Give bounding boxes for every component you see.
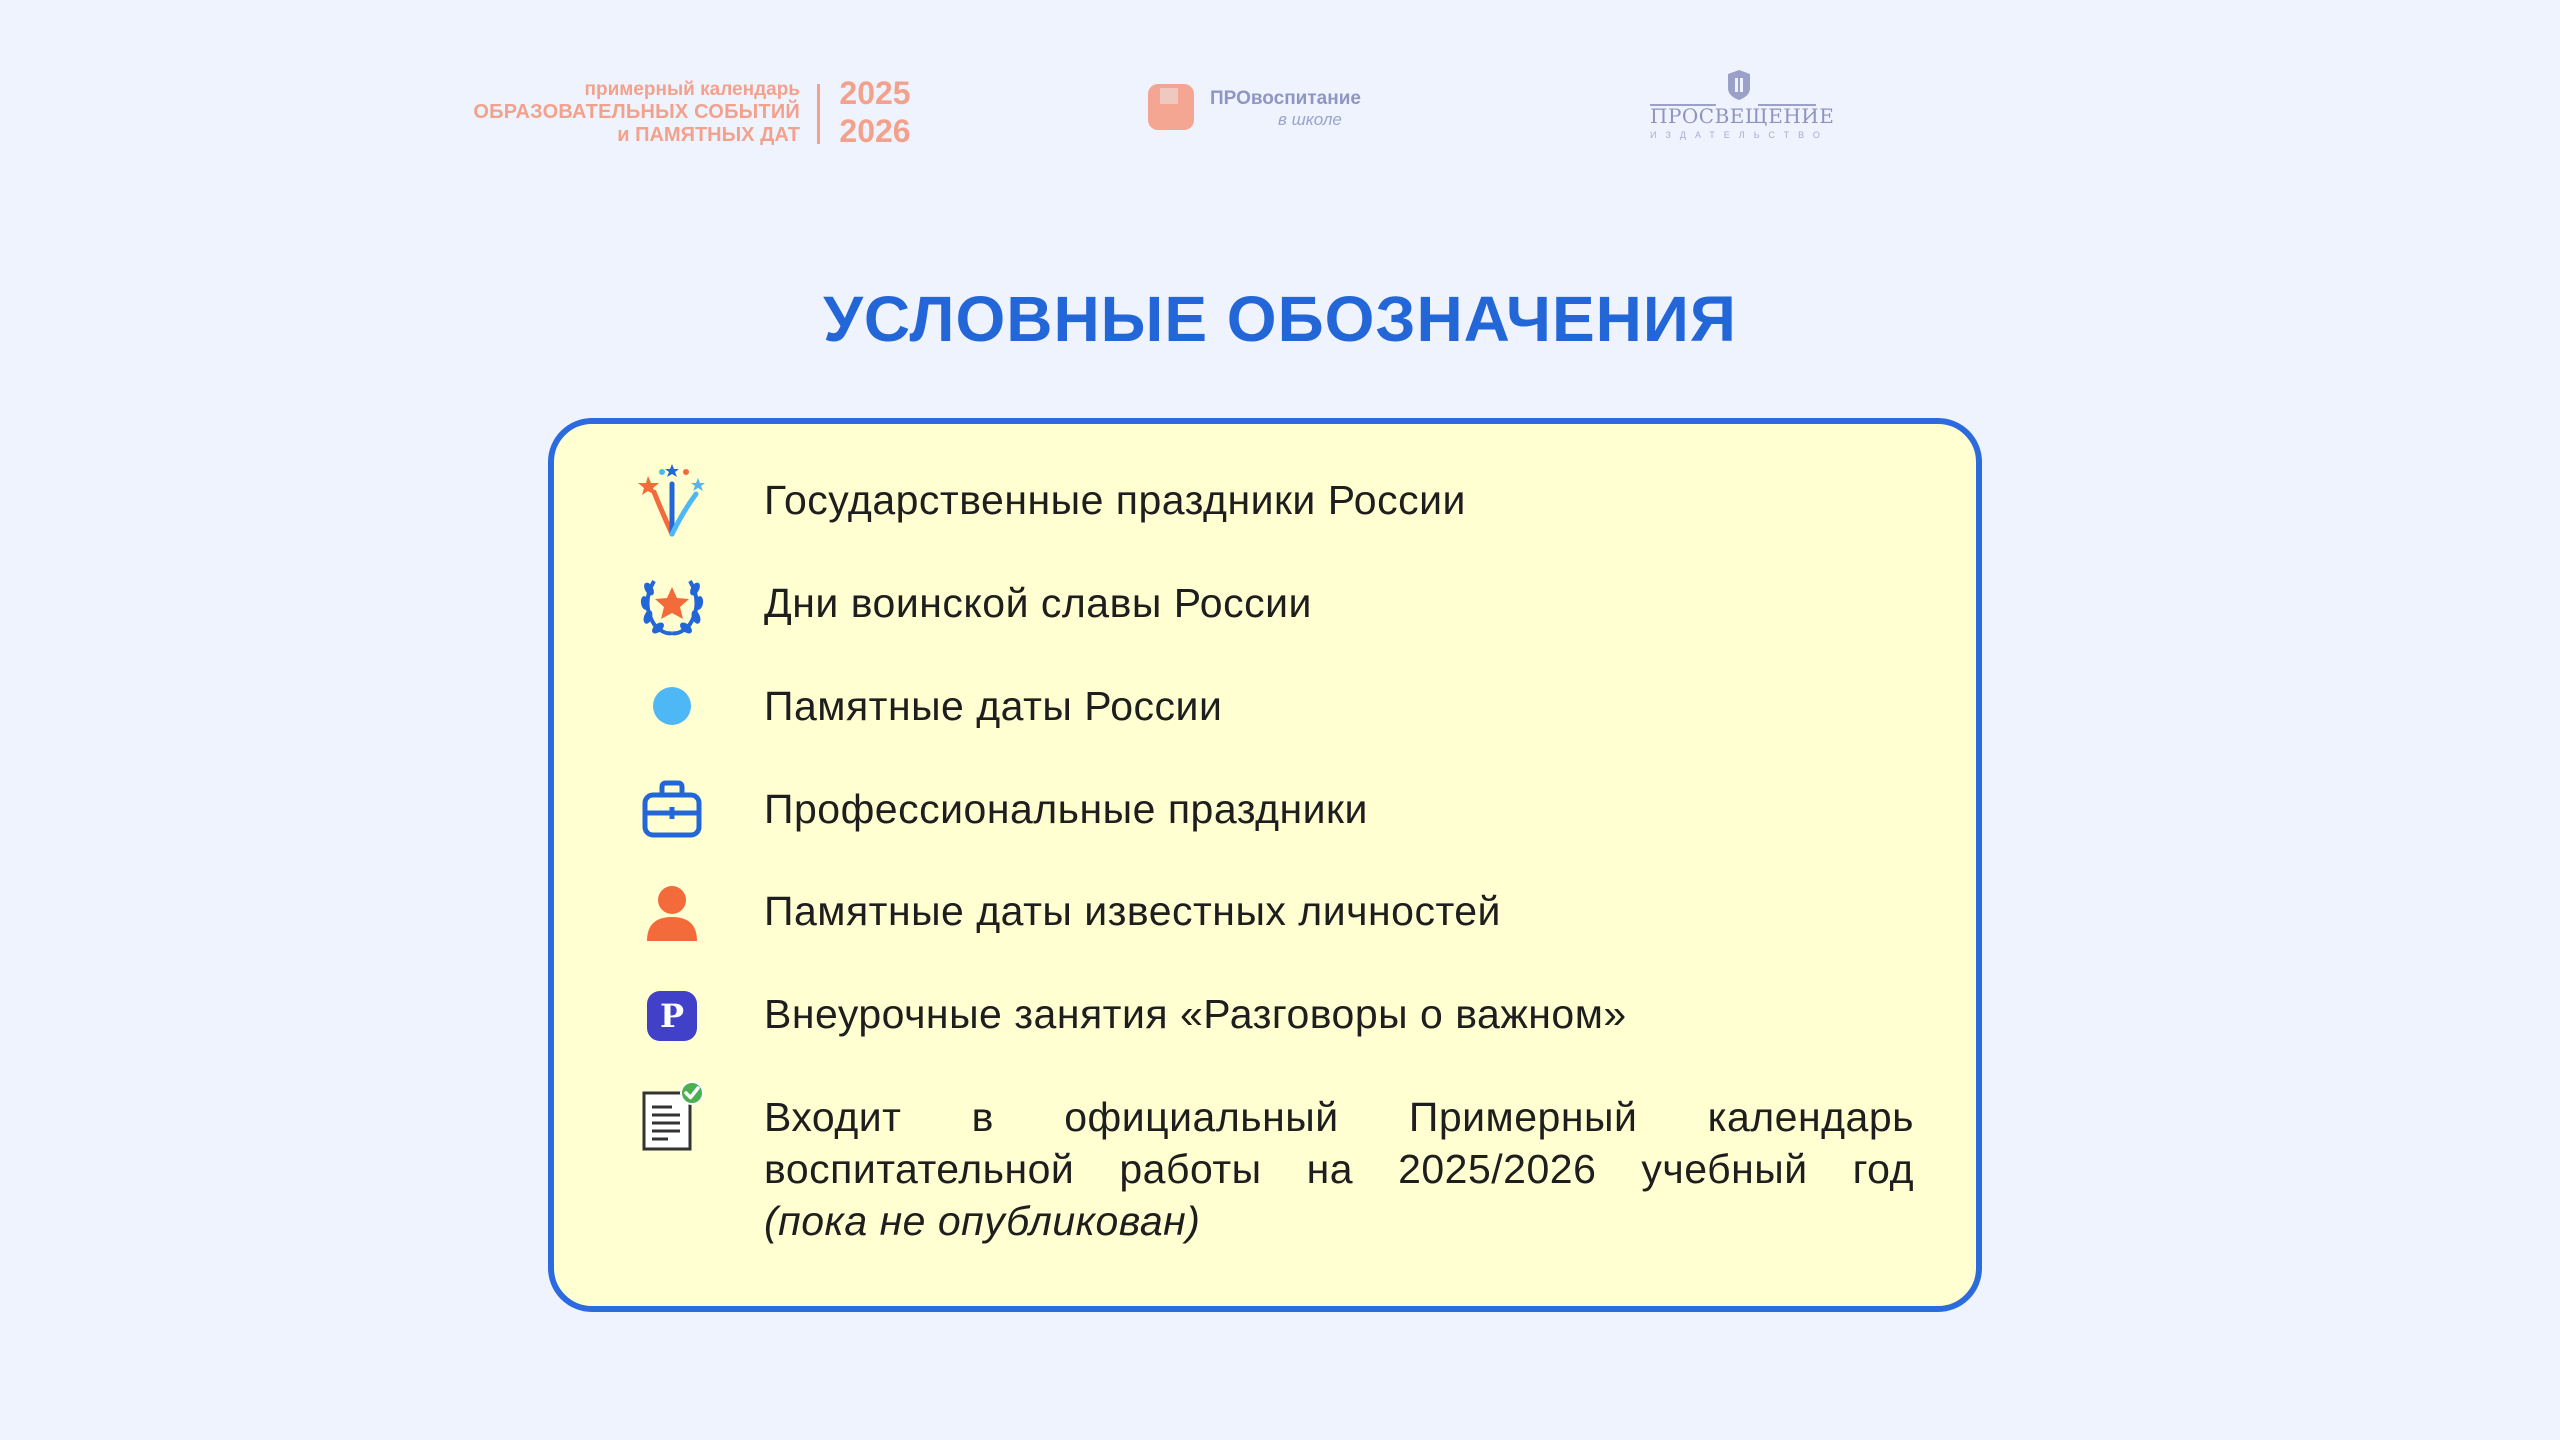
legend-item-official-calendar xyxy=(554,1093,1976,1263)
legend-item-memorable-dates xyxy=(554,682,1976,752)
calendar-logo-line2: ОБРАЗОВАТЕЛЬНЫХ СОБЫТИЙ xyxy=(473,101,800,123)
pro-logo-subtitle: в школе xyxy=(1278,110,1342,129)
circle-dot-icon xyxy=(632,668,712,748)
legend-item-state-holidays xyxy=(554,476,1976,546)
legend-item-label: Памятные даты известных личностей xyxy=(764,888,1501,934)
calendar-logo-year1: 2025 xyxy=(839,75,911,111)
legend-item-label: Памятные даты России xyxy=(764,683,1223,729)
pro-vospitanie-logo xyxy=(1148,84,1408,144)
legend-item-label: Профессиональные праздники xyxy=(764,786,1368,832)
legend-item-label: Внеурочные занятия «Разговоры о важном» xyxy=(764,991,1627,1037)
book-icon xyxy=(1148,84,1194,130)
legend-item-famous-people xyxy=(554,887,1976,957)
publisher-emblem-icon xyxy=(1726,70,1752,100)
legend-item-note: (пока не опубликован) xyxy=(764,1198,1201,1244)
legend-item-label: Входит в официальный Примерный календарь воспитательной работы на 2025/2026 учебный год xyxy=(764,1094,1914,1192)
pros-logo-subtitle: ИЗДАТЕЛЬСТВО xyxy=(1650,130,1829,140)
legend-item-professional-holidays xyxy=(554,785,1976,855)
legend-card xyxy=(548,418,1982,1312)
pros-logo-title: ПРОСВЕЩЕНИЕ xyxy=(1650,104,1835,128)
legend-item-label: Государственные праздники России xyxy=(764,477,1466,523)
person-icon xyxy=(632,873,712,953)
prosveshchenie-logo xyxy=(1650,70,1835,150)
page-title: УСЛОВНЫЕ ОБОЗНАЧЕНИЯ xyxy=(823,283,1737,355)
p-badge-icon xyxy=(632,976,712,1056)
p-badge-letter: Р xyxy=(659,997,685,1035)
calendar-logo xyxy=(440,75,920,158)
calendar-logo-year2: 2026 xyxy=(839,113,911,149)
calendar-logo-line3: и ПАМЯТНЫХ ДАТ xyxy=(617,124,800,146)
fireworks-icon xyxy=(632,462,712,542)
briefcase-icon xyxy=(632,771,712,851)
legend-item-military-glory xyxy=(554,579,1976,649)
legend-item-label: Дни воинской славы России xyxy=(764,580,1312,626)
calendar-logo-divider xyxy=(817,84,820,144)
calendar-logo-line1: примерный календарь xyxy=(584,79,800,100)
pro-logo-title: ПРОвоспитание xyxy=(1210,88,1361,109)
document-check-icon xyxy=(632,1079,712,1159)
laurel-star-icon xyxy=(632,565,712,645)
legend-item-important-talks xyxy=(554,990,1976,1060)
header xyxy=(0,70,2560,160)
